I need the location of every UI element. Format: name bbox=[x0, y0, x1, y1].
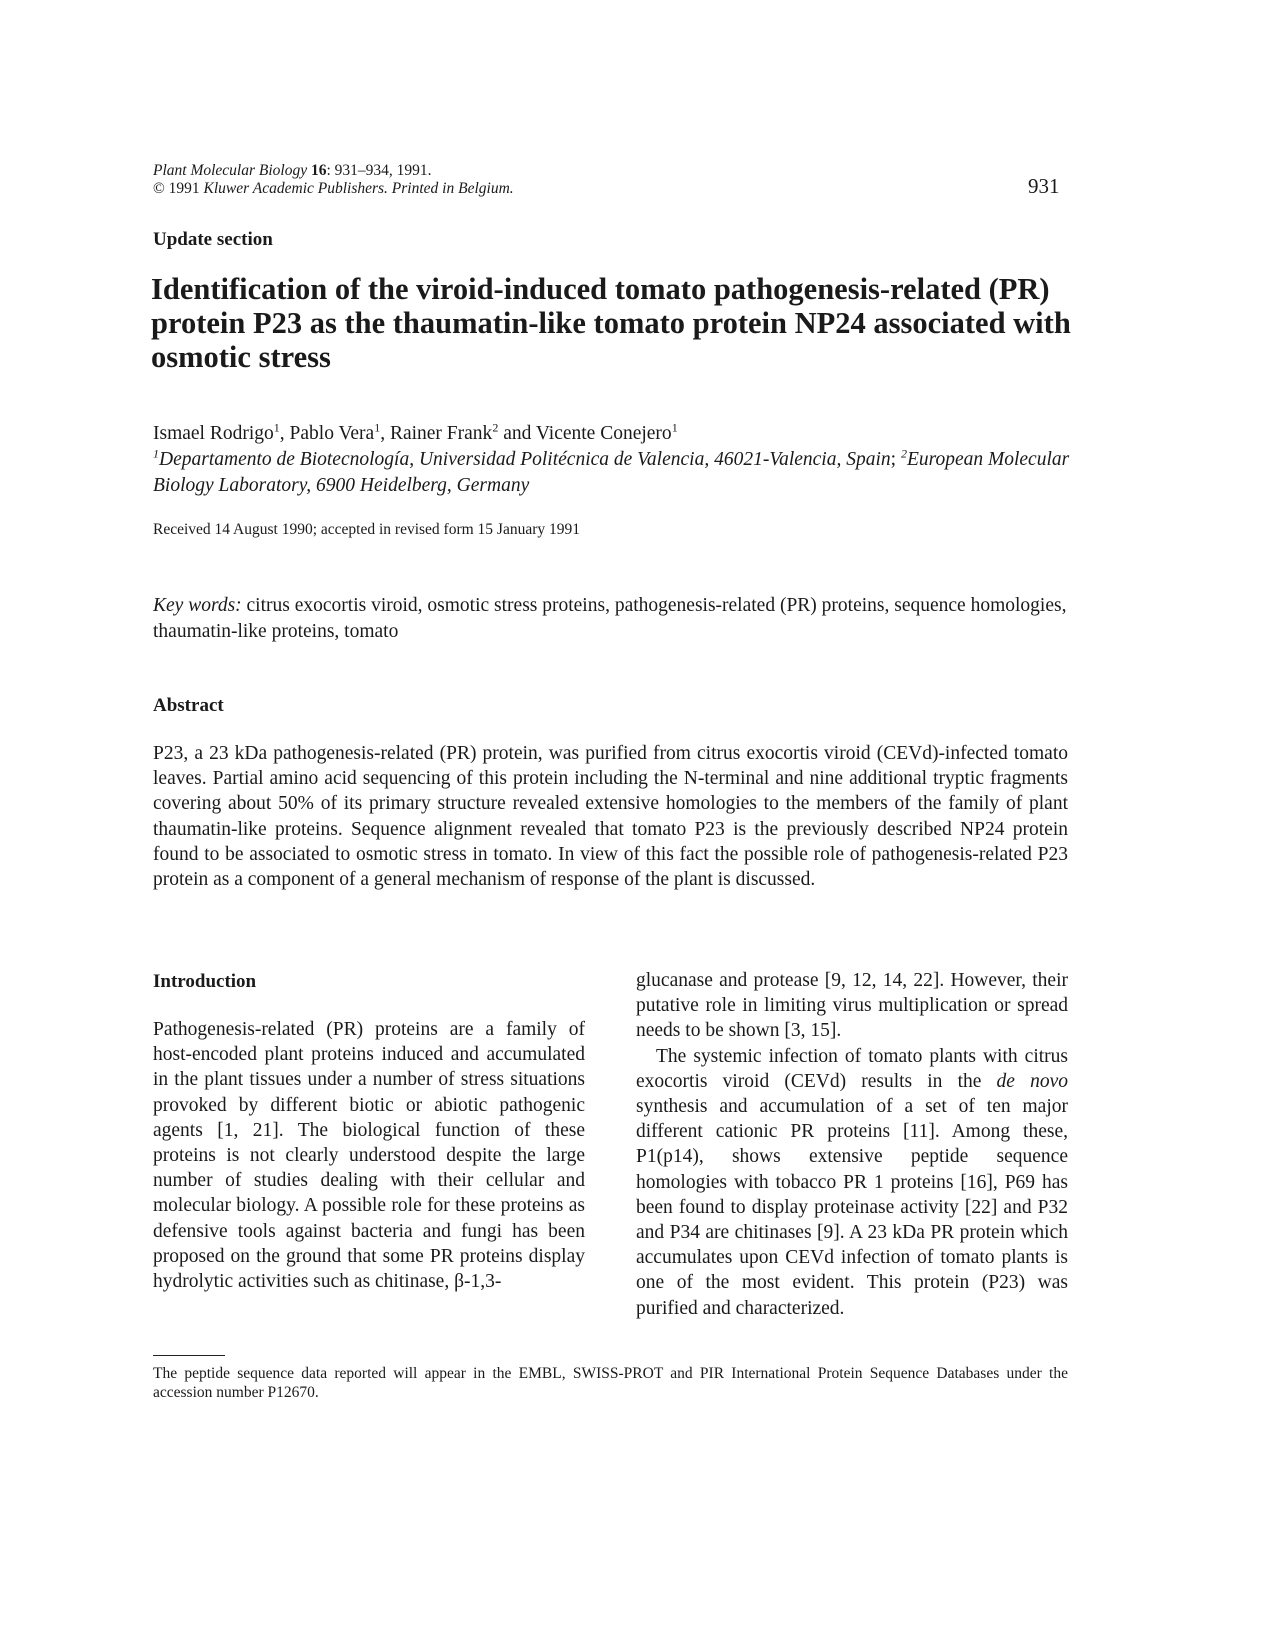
author-3: , Rainer Frank bbox=[380, 423, 493, 444]
author-list bbox=[153, 421, 1073, 447]
intro-paragraph-2 bbox=[636, 1044, 1068, 1321]
intro-paragraph-1: Pathogenesis-related (PR) proteins are a family of host-encoded plant proteins induced and accumulated in the plant tissues under a number of stress situations provoked by different biotic or abiotic pathogenic agents [1, 21]. The biological function of these proteins is not clearly understood despite the large number of studies dealing with their cellular and molecular biology. A possible role for these proteins as defensive tools against bacteria and fungi has been proposed on the ground that some PR proteins display hydrolytic activities such as chitinase, β-1,3- bbox=[153, 1019, 585, 1293]
journal-citation bbox=[153, 162, 514, 198]
copyright: © 1991 bbox=[153, 180, 200, 197]
abstract-text: P23, a 23 kDa pathogenesis-related (PR) protein, was purified from citrus exocortis viroid (CEVd)-infected tomato leaves. Partial amino acid sequencing of this protein including the N-terminal and nine additional tryptic fragments covering about 50% of its primary structure revealed extensive homologies to the members of the family of plant thaumatin-like proteins. Sequence alignment revealed that tomato P23 is the previously described NP24 protein found to be associated to osmotic stress in tomato. In view of this fact the possible role of pathogenesis-related P23 protein as a component of a general mechanism of response of the plant is discussed. bbox=[153, 743, 1068, 891]
author-1: Ismael Rodrigo bbox=[153, 423, 274, 444]
intro-paragraph-1-cont: glucanase and protease [9, 12, 14, 22]. However, their putative role in limiting virus multiplication or spread needs to be shown [3, 15]. bbox=[636, 970, 1068, 1042]
affil-separator: ; bbox=[890, 449, 901, 470]
keywords-label: Key words: bbox=[153, 595, 242, 616]
author-3-affil: 2 bbox=[492, 420, 499, 435]
introduction-right-column bbox=[636, 968, 1068, 1321]
intro-p2-emphasis: de novo bbox=[996, 1070, 1068, 1092]
introduction-left-column bbox=[153, 1017, 585, 1294]
journal-name: Plant Molecular Biology bbox=[153, 162, 308, 179]
footnote: The peptide sequence data reported will appear in the EMBL, SWISS-PROT and PIR International Protein Sequence Databases under the accession number P12670. bbox=[153, 1365, 1068, 1401]
section-label: Update section bbox=[153, 229, 273, 250]
keywords bbox=[153, 593, 1068, 645]
intro-p2-part-a: The systemic infection of tomato plants with citrus exocortis viroid (CEVd) results in the bbox=[636, 1045, 1068, 1092]
received-dates: Received 14 August 1990; accepted in revised form 15 January 1991 bbox=[153, 521, 580, 538]
affil-1-mark: 1 bbox=[153, 446, 159, 461]
affil-2-mark: 2 bbox=[900, 446, 907, 461]
author-2: , Pablo Vera bbox=[279, 423, 375, 444]
intro-p2-part-b: synthesis and accumulation of a set of ten major different cationic PR proteins [11]. Among these, P1(p14), shows extensive peptide sequence homologies with tobacco PR 1 proteins [16], P69 has been found to display proteinase activity [22] and P32 and P34 are chitinases [9]. A 23 kDa PR protein which accumulates upon CEVd infection of tomato plants is one of the most evident. This protein (P23) was purified and characterized. bbox=[636, 1096, 1068, 1319]
author-2-affil: 1 bbox=[374, 420, 381, 435]
abstract-heading: Abstract bbox=[153, 695, 224, 716]
affiliation-1: Departamento de Biotecnología, Universidad Politécnica de Valencia, 46021-Valencia, Spain bbox=[159, 449, 891, 470]
affiliations bbox=[153, 447, 1073, 499]
journal-volume: 16 bbox=[310, 162, 327, 179]
author-4: and Vicente Conejero bbox=[498, 423, 672, 444]
journal-pages-year: : 931–934, 1991. bbox=[326, 162, 432, 179]
publisher: Kluwer Academic Publishers. Printed in Belgium. bbox=[203, 180, 514, 197]
article-title: Identification of the viroid-induced tomato pathogenesis-related (PR) protein P23 as the thaumatin-like tomato protein NP24 associated with osmotic stress bbox=[151, 272, 1071, 374]
footnote-rule bbox=[153, 1355, 225, 1356]
affiliation-2: European Molecular Biology Laboratory, 6900 Heidelberg, Germany bbox=[153, 449, 1070, 496]
author-1-affil: 1 bbox=[273, 420, 280, 435]
introduction-heading: Introduction bbox=[153, 971, 257, 992]
keywords-text: citrus exocortis viroid, osmotic stress proteins, pathogenesis-related (PR) proteins, sequence homologies, thaumatin-like proteins, tomato bbox=[153, 595, 1067, 642]
page-number: 931 bbox=[1028, 174, 1060, 198]
author-4-affil: 1 bbox=[671, 420, 678, 435]
